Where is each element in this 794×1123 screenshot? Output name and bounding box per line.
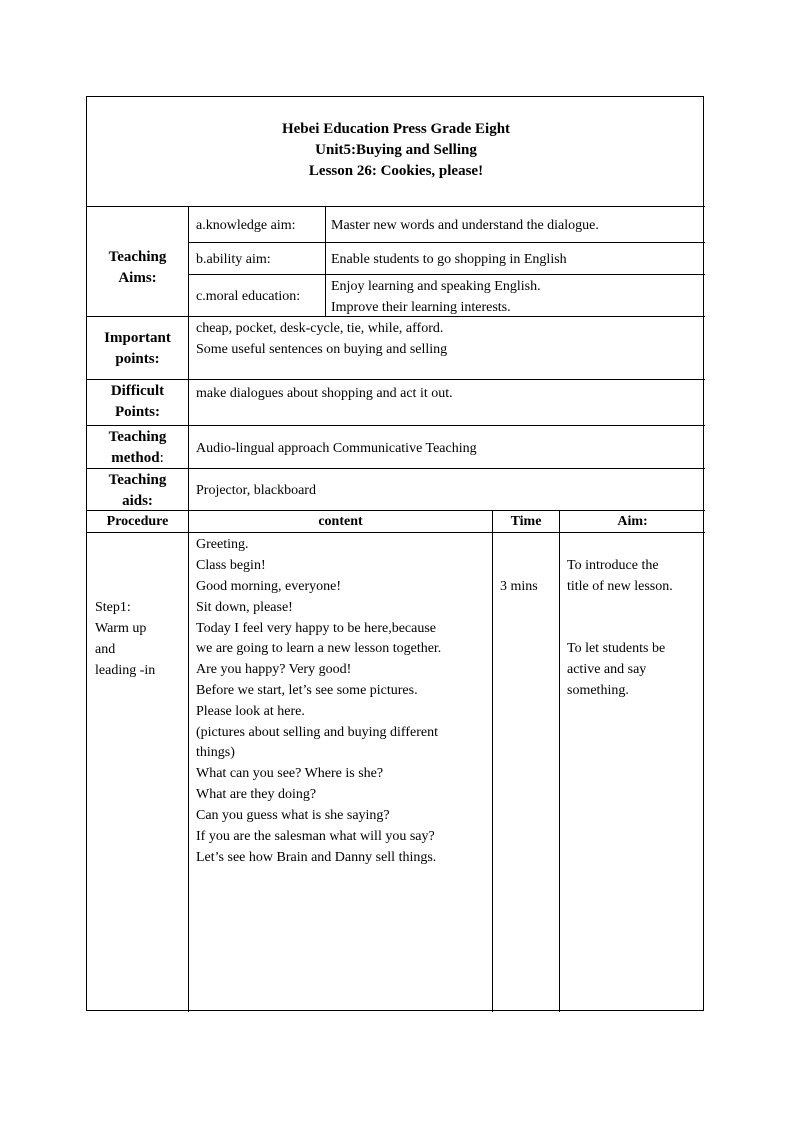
aim-text-knowledge: Master new words and understand the dialogue. [331,218,599,233]
content-line: Good morning, everyone! [196,579,342,594]
teaching-aims-label [87,247,188,289]
aim-line: To let students be [567,641,666,656]
row-divider [87,532,705,533]
aim-type-moral: c.moral education: [196,289,301,304]
teaching-method-label-word: method [111,450,160,466]
teaching-method-label-line1: Teaching [108,429,167,445]
teaching-aids-label-line1: Teaching [108,472,167,488]
procedure-header: Procedure [106,514,169,529]
aim-line: title of new lesson. [567,579,673,594]
header-lesson: Lesson 26: Cookies, please! [308,163,484,179]
column-divider [559,510,560,1012]
header-unit: Unit5:Buying and Selling [315,142,477,158]
step-label-line: and [95,642,116,657]
aim-line: To introduce the [567,558,659,573]
content-line: Greeting. [196,537,249,552]
step-label-line: Step1: [95,600,131,615]
teaching-method-label-colon: : [159,450,164,466]
content-header: content [318,514,363,529]
important-points-label [87,328,188,370]
teaching-aims-label-line2: Aims: [118,270,157,286]
important-points-line1: cheap, pocket, desk-cycle, tie, while, afford. [196,321,444,336]
aim-line: something. [567,683,629,698]
teaching-method-label-line2 [87,448,188,469]
content-line: Before we start, let’s see some pictures. [196,683,418,698]
difficult-points-label [87,381,188,423]
content-line: we are going to learn a new lesson together. [196,641,442,656]
aim-text-moral-line1: Enjoy learning and speaking English. [331,279,541,294]
content-line: If you are the salesman what will you say? [196,829,435,844]
content-line: (pictures about selling and buying different [196,725,438,740]
teaching-method-label [87,427,188,469]
step-label-line: Warm up [95,621,147,636]
content-line: Today I feel very happy to be here,because [196,621,437,636]
teaching-aids-text: Projector, blackboard [196,483,316,498]
aim-line: active and say [567,662,647,677]
column-divider [325,206,326,316]
teaching-aims-label-line1: Teaching [108,249,167,265]
column-divider [188,206,189,1012]
aim-type-ability: b.ability aim: [196,252,271,267]
column-divider [492,510,493,1012]
teaching-aids-label-line2: aids: [122,493,153,509]
aim-type-knowledge: a.knowledge aim: [196,218,296,233]
content-line: What are they doing? [196,787,317,802]
difficult-points-text: make dialogues about shopping and act it out. [196,386,453,401]
row-divider [87,425,705,426]
teaching-method-text: Audio-lingual approach Communicative Teaching [196,441,477,456]
content-line: Are you happy? Very good! [196,662,352,677]
important-points-line2: Some useful sentences on buying and selling [196,342,448,357]
content-line: What can you see? Where is she? [196,766,384,781]
content-line: Can you guess what is she saying? [196,808,390,823]
content-line: Class begin! [196,558,266,573]
step-time: 3 mins [500,579,538,594]
lesson-plan-table [86,96,704,1011]
content-line: Sit down, please! [196,600,293,615]
content-line: Please look at here. [196,704,305,719]
step-label-line: leading -in [95,663,156,678]
content-line: Let’s see how Brain and Danny sell things. [196,850,437,865]
row-divider [87,206,705,207]
header-publisher-grade: Hebei Education Press Grade Eight [281,121,511,137]
important-points-label-line2: points: [115,351,160,367]
aim-header: Aim: [617,514,648,529]
teaching-aids-label [87,470,188,512]
aim-text-ability: Enable students to go shopping in English [331,252,567,267]
important-points-label-line1: Important [104,330,171,346]
row-divider [188,274,705,275]
row-divider [188,242,705,243]
aim-text-moral-line2: Improve their learning interests. [331,300,511,315]
row-divider [87,379,705,380]
content-line: things) [196,745,235,760]
time-header: Time [510,514,542,529]
difficult-points-label-line1: Difficult [110,383,165,399]
difficult-points-label-line2: Points: [115,404,160,420]
